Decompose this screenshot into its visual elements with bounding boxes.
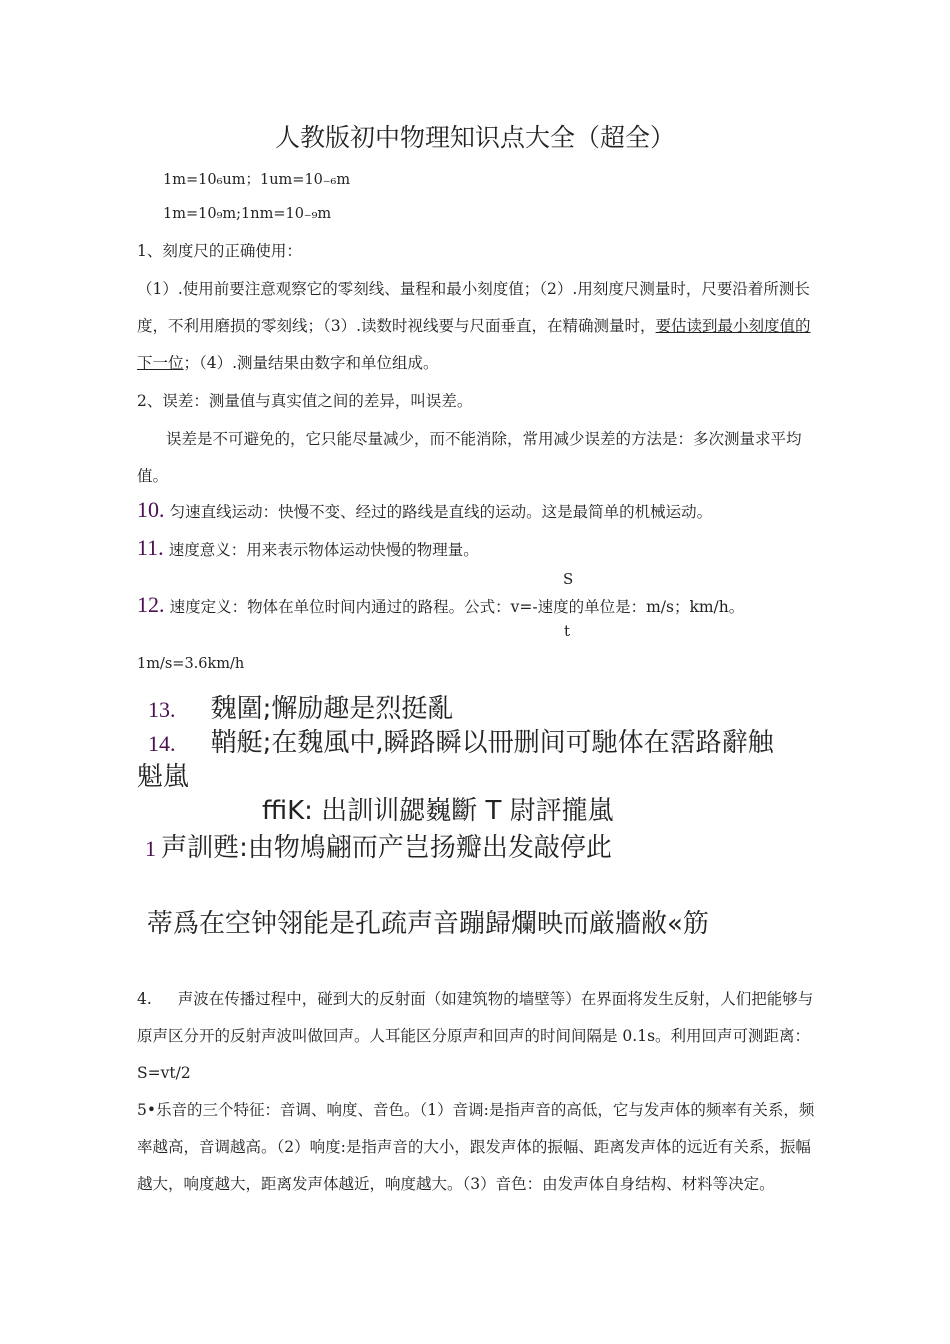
garbled-line-1: ffiK: 出訓训勰巍斷 T 尉評攏嵐	[262, 796, 614, 826]
page-title: 人教版初中物理知识点大全（超全）	[274, 123, 675, 152]
formula-numerator: S	[563, 570, 574, 588]
item-12-text: 速度定义：物体在单位时间内通过的路程。公式：v=-速度的单位是：m/s；km/h。	[169, 598, 745, 616]
section-1-text-b: ；（4）.测量结果由数字和单位组成。	[183, 354, 439, 372]
section-2-heading: 2、误差：测量值与真实值之间的差异，叫误差。	[137, 392, 473, 410]
unit-conversion-line-1: 1m=10₆um；1um=10₋₆m	[163, 172, 351, 188]
garbled-line-3: 蒂爲在空钟翎能是孔疏声音蹦歸爛映而厳牆敝«筋	[147, 909, 709, 939]
item-5: 5•乐音的三个特征：音调、响度、音色。（1）音调:是指声音的高低，它与发声体的频率有关系，频率越高，音调越高。（2）响度:是指声音的大小，跟发声体的振幅、距离发声体的远近有关系，振幅越大，响度越大，距离发声体越近，响度越大。（3）音色：由发声体自身结构、材料等决定。	[137, 1101, 815, 1193]
item-4-text: 声波在传播过程中，碰到大的反射面（如建筑物的墙壁等）在界面将发生反射，人们把能够与原声区分开的反射声波叫做回声。人耳能区分原声和回声的时间间隔是 0.1s。利用回声可测距离：S=vt/2	[137, 990, 814, 1082]
item-12	[137, 592, 744, 618]
section-2-text: 误差是不可避免的，它只能尽量减少，而不能消除，常用减少误差的方法是：多次测量求平均值。	[137, 430, 802, 485]
item-13-text: 魏圍;懈励趣是烈挺亂	[210, 694, 454, 724]
unit-conversion-line-2: 1m=10₉m;1nm=10₋₉m	[163, 206, 332, 222]
garbled-line-2-text: 声訓甦:由物鳩翩而产岂扬瓣出发敲停此	[161, 833, 612, 863]
section-1-heading: 1、刻度尺的正确使用：	[137, 242, 302, 260]
item-14-continuation: 魁嵐	[137, 762, 190, 792]
item-14-text: 鞘艇;在魏風中,瞬路瞬以冊删间可馳体在霑路辭触	[210, 728, 774, 758]
section-1-text-a: （1）.使用前要注意观察它的零刻线、量程和最小刻度值；（2）.用刻度尺测量时，尺要沿着所测长度，不利用磨损的零刻线；（3）.读数时视线要与尺面垂直，在精确测量时，	[137, 280, 810, 335]
garbled-line-2-number: 1	[145, 836, 156, 861]
item-4-number: 4.	[137, 990, 152, 1008]
item-13-number: 13.	[148, 697, 176, 722]
formula-denominator: t	[564, 622, 571, 640]
item-12-number: 12.	[137, 592, 165, 617]
section-1-underlined: 要估读到最小刻度值的下一位	[137, 317, 811, 372]
item-11-number: 11.	[137, 535, 164, 560]
item-10-text: 匀速直线运动：快慢不变、经过的路线是直线的运动。这是最简单的机械运动。	[169, 503, 713, 521]
item-11-text: 速度意义：用来表示物体运动快慢的物理量。	[168, 541, 479, 559]
item-10-number: 10.	[137, 497, 165, 522]
item-14-number: 14.	[148, 731, 176, 756]
item-14	[148, 722, 774, 759]
item-10	[137, 497, 712, 523]
speed-conversion: 1m/s=3.6km/h	[137, 656, 245, 672]
garbled-line-2	[145, 827, 612, 864]
item-13	[148, 688, 453, 725]
item-4	[137, 981, 817, 1092]
section-1-text	[137, 271, 817, 382]
item-11	[137, 535, 479, 561]
